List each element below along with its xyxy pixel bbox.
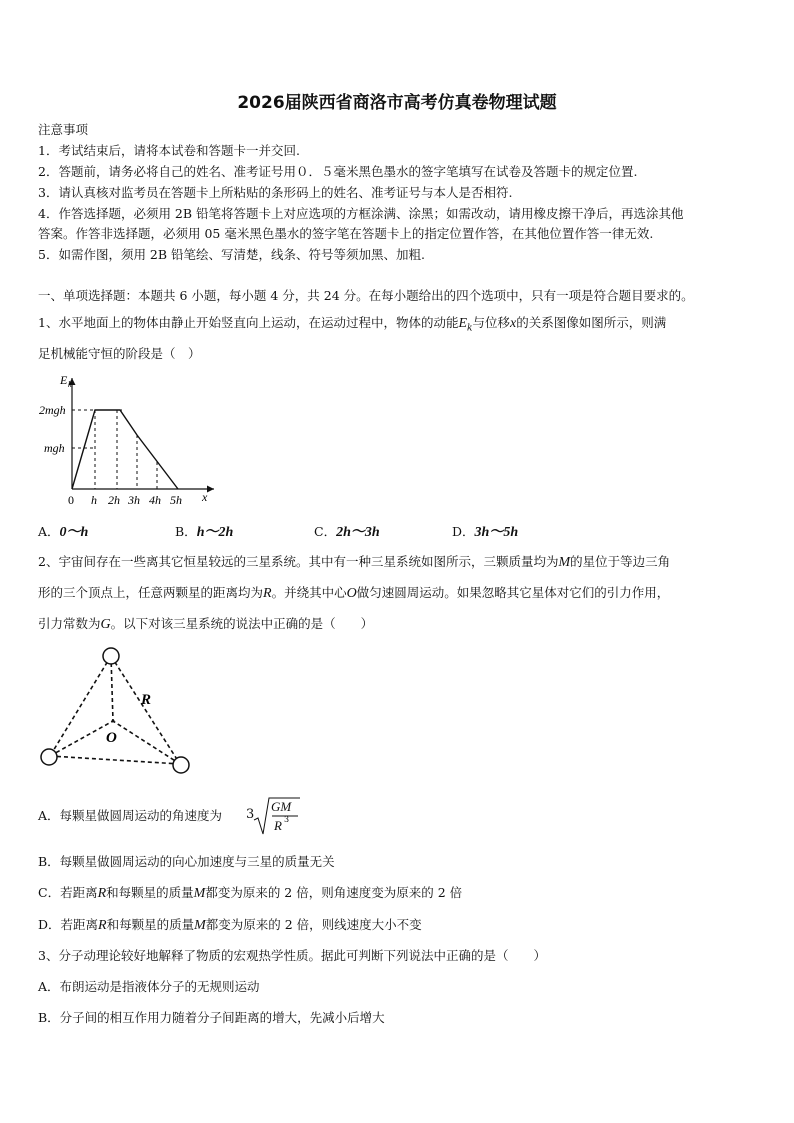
q2-stem-line2 (38, 583, 669, 602)
center-line (111, 656, 113, 721)
denominator: R (274, 818, 282, 833)
q1-stem-line1 (38, 313, 666, 334)
q2-text: 。以下对该三星系统的说法中正确的是（ ） (110, 616, 374, 631)
r-symbol: R (98, 918, 107, 933)
star-right (173, 757, 189, 773)
q2-option-d[interactable] (38, 915, 422, 934)
notice-item: 答案。作答非选择题，必须用 05 毫米黑色墨水的签字笔在答题卡上的指定位置作答，在其他位置作答一律无效. (38, 226, 654, 241)
q2-text: 做匀速圆周运动。如果忽略其它星体对它们的引力作用， (356, 585, 670, 600)
x-axis-label: x (202, 490, 208, 504)
q1-text: 与位移 (472, 315, 511, 330)
coefficient: 3 (246, 807, 255, 822)
r-symbol: R (263, 586, 272, 601)
option-text: 和每颗星的质量 (106, 917, 195, 932)
center-line (50, 721, 113, 756)
option-text: h～2h (196, 525, 234, 540)
notice-item: 1．考试结束后，请将本试卷和答题卡一并交回. (38, 143, 300, 158)
star-top (103, 648, 119, 664)
option-b[interactable] (175, 521, 233, 541)
ek-curve (72, 410, 178, 489)
option-text: 都变为原来的 2 倍，则角速度变为原来的 2 倍 (205, 885, 463, 900)
q3-option-b[interactable]: B．分子间的相互作用力随着分子间距离的增大，先减小后增大 (38, 1010, 385, 1025)
tick-2mgh: 2mgh (39, 403, 66, 417)
q1-text: 1、水平地面上的物体由静止开始竖直向上运动，在运动过程中，物体的动能 (38, 315, 459, 330)
q2-stem-line1 (38, 552, 670, 571)
page-title: 2026届陕西省商洛市高考仿真卷物理试题 (237, 93, 557, 113)
r-symbol: R (97, 886, 107, 901)
q3-option-a[interactable]: A．布朗运动是指液体分子的无规则运动 (38, 979, 260, 994)
q2-text: 2、宇宙间存在一些离其它恒星较远的三星系统。其中有一种三星系统如图所示，三颗质量均为 (38, 554, 559, 569)
option-letter: A． (38, 524, 60, 539)
option-d[interactable] (452, 521, 518, 541)
label-o: O (106, 730, 117, 746)
triangle-side (111, 656, 180, 764)
q2-text: 形的三个顶点上，任意两颗星的距离均为 (38, 585, 264, 600)
q2-option-a[interactable] (38, 806, 222, 824)
origin-label: 0 (68, 493, 74, 507)
q2-option-c[interactable] (38, 883, 462, 902)
q2-text: 的星位于等边三角 (570, 554, 671, 569)
sqrt-formula (246, 796, 302, 836)
q2-text: 引力常数为 (38, 616, 101, 631)
q3-stem: 3、分子动理论较好地解释了物质的宏观热学性质。据此可判断下列说法中正确的是（ ） (38, 948, 546, 963)
tick-h: h (91, 493, 97, 507)
q2-option-b[interactable]: B．每颗星做圆周运动的向心加速度与三星的质量无关 (38, 854, 335, 869)
q1-text: 的关系图像如图所示，则满 (516, 315, 667, 330)
x-symbol: x (510, 316, 517, 331)
m-symbol: M (558, 555, 571, 570)
ek-x-graph (36, 370, 226, 512)
q2-stem-line3 (38, 614, 373, 633)
option-letter: B． (175, 524, 197, 539)
section-heading: 一、单项选择题：本题共 6 小题，每小题 4 分，共 24 分。在每小题给出的四个选项中，只有一项是符合题目要求的。 (38, 288, 694, 303)
label-r: R (141, 692, 152, 708)
q1-stem-line2: 足机械能守恒的阶段是（ ） (38, 346, 201, 361)
tick-5h: 5h (170, 493, 182, 507)
option-text: C．若距离 (38, 885, 98, 900)
option-text: A．每颗星做圆周运动的角速度为 (38, 808, 223, 823)
g-symbol: G (100, 617, 111, 632)
triangle-side (50, 756, 180, 764)
triangle-side (50, 656, 111, 756)
tick-4h: 4h (149, 493, 161, 507)
m-symbol: M (193, 886, 206, 901)
ek-symbol: E (458, 316, 468, 331)
notice-item: 2．答题前，请务必将自己的姓名、准考证号用０．５毫米黑色墨水的签字笔填写在试卷及答题卡的规定位置. (38, 164, 638, 179)
tick-mgh: mgh (44, 441, 65, 455)
option-text: 3h～5h (474, 525, 519, 540)
notice-item: 3．请认真核对监考员在答题卡上所粘贴的条形码上的姓名、准考证号与本人是否相符. (38, 185, 513, 200)
notice-item: 5．如需作图，须用 2B 铅笔绘、写清楚，线条、符号等须加黑、加粗. (38, 247, 426, 262)
option-letter: D． (452, 524, 475, 539)
denominator-exponent: 3 (284, 815, 290, 824)
o-symbol: O (346, 586, 357, 601)
option-c[interactable] (314, 521, 380, 541)
option-text: 2h～3h (336, 525, 380, 540)
notice-heading: 注意事项 (38, 122, 89, 137)
center-line (113, 721, 180, 764)
option-text: 0～h (59, 525, 89, 540)
q2-text: 。并绕其中心 (271, 585, 347, 600)
numerator: GM (271, 799, 292, 814)
option-text: 都变为原来的 2 倍，则线速度大小不变 (205, 917, 422, 932)
option-a[interactable] (38, 521, 88, 541)
option-text: 和每颗星的质量 (106, 885, 194, 900)
y-axis-label-sub: k (68, 380, 72, 389)
tick-3h: 3h (128, 493, 140, 507)
m-symbol: M (194, 918, 206, 933)
tick-2h: 2h (108, 493, 120, 507)
notice-item: 4．作答选择题，必须用 2B 铅笔将答题卡上对应选项的方框涂满、涂黑；如需改动，请用橡皮擦干净后，再选涂其他 (38, 206, 684, 221)
option-text: D．若距离 (38, 917, 99, 932)
ek-subscript: k (467, 323, 473, 334)
star-left (41, 749, 57, 765)
center-point (112, 720, 115, 723)
three-star-figure (36, 642, 196, 777)
option-letter: C． (314, 524, 337, 539)
y-axis-label: E (60, 373, 68, 387)
